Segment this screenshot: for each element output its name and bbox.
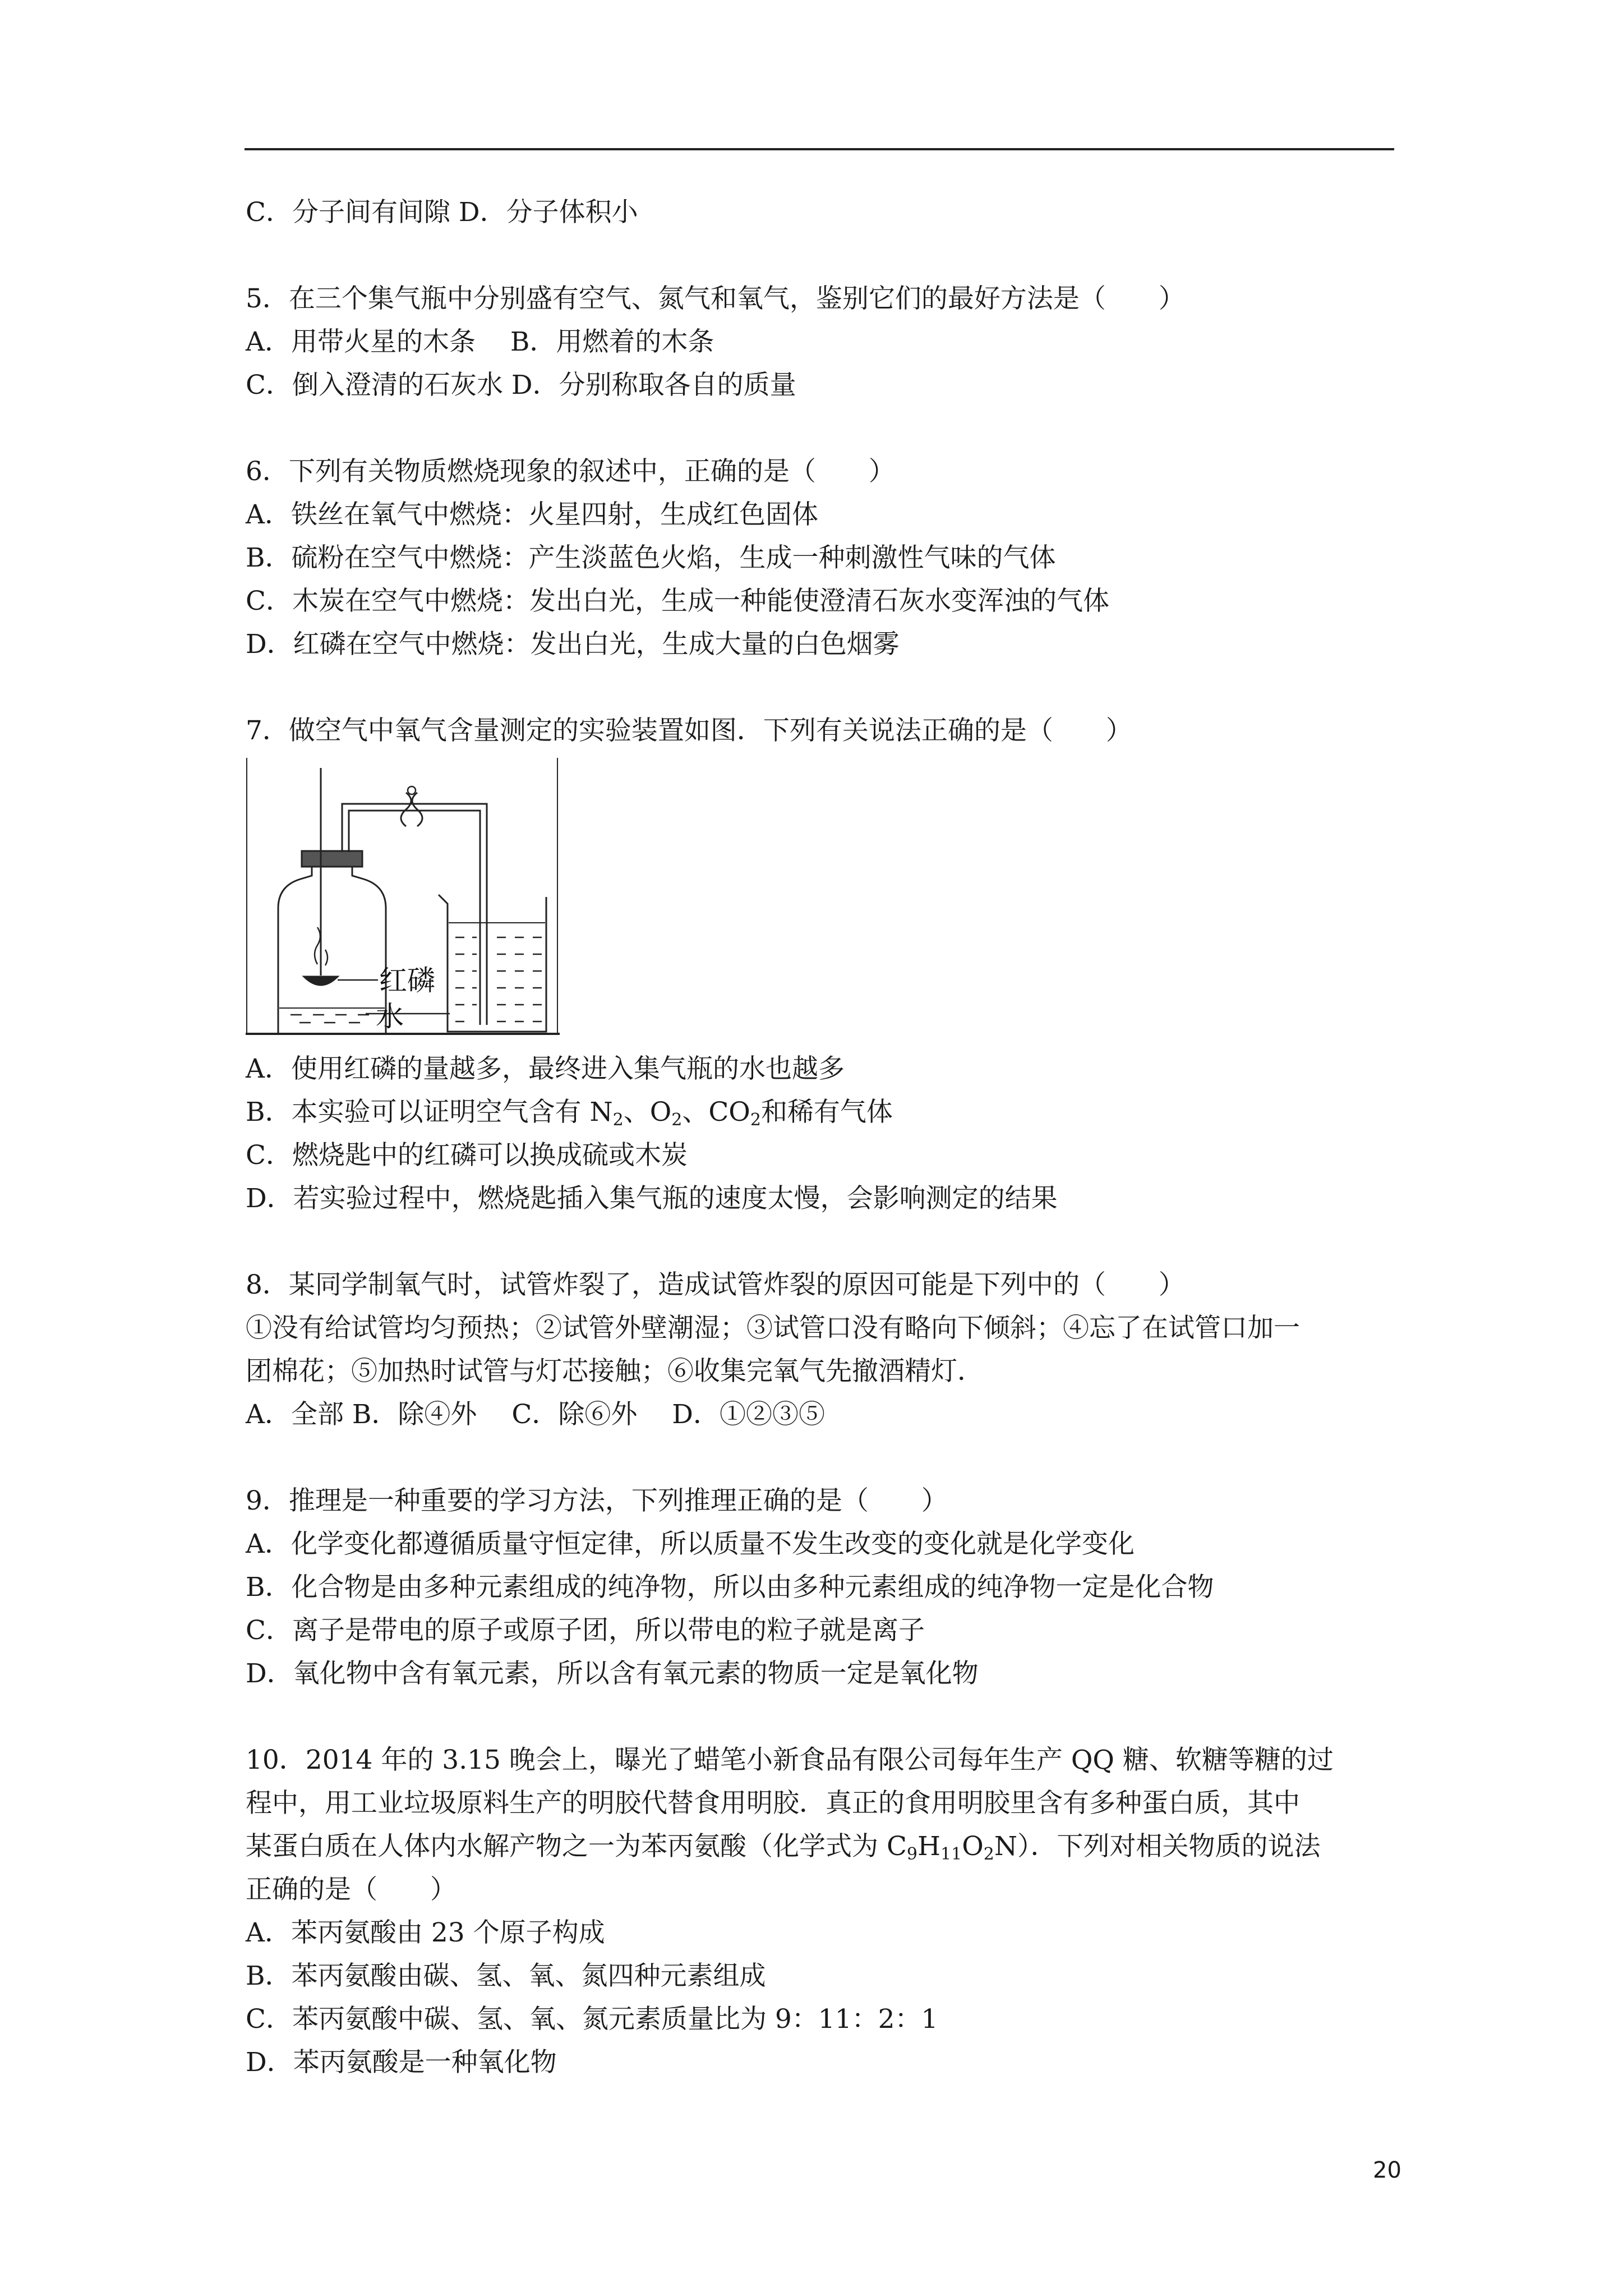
question-9 (246, 1479, 1407, 1695)
q7b-sub-3: 2 (750, 1110, 761, 1130)
q8-causes-line-1: ①没有给试管均匀预热；②试管外壁潮湿；③试管口没有略向下倾斜；④忘了在试管口加一 (246, 1313, 1300, 1343)
header-rule (245, 148, 1394, 150)
q7-option-c: C．燃烧匙中的红磷可以换成硫或木炭 (246, 1140, 688, 1171)
q9-option-b: B．化合物是由多种元素组成的纯净物，所以由多种元素组成的纯净物一定是化合物 (246, 1572, 1214, 1603)
label-red-phosphorus: 红磷 (379, 964, 435, 997)
page-content (246, 191, 1407, 2084)
question-6 (246, 450, 1407, 666)
q10-option-d: D．苯丙氨酸是一种氧化物 (246, 2047, 557, 2078)
q7-option-b (246, 1091, 1407, 1134)
q6-option-a: A．铁丝在氧气中燃烧：火星四射，生成红色固体 (246, 499, 818, 530)
oxygen-measurement-apparatus (246, 757, 560, 1037)
question-7 (246, 709, 1407, 1220)
q10-text-2: N）．下列对相关物质的说法 (994, 1831, 1321, 1862)
label-water: 水 (376, 1000, 404, 1033)
q6-option-c: C．木炭在空气中燃烧：发出白光，生成一种能使澄清石灰水变浑浊的气体 (246, 586, 1109, 616)
q6-option-d: D．红磷在空气中燃烧：发出白光，生成大量的白色烟雾 (246, 629, 900, 660)
q5-options-cd: C．倒入澄清的石灰水 D．分别称取各自的质量 (246, 370, 796, 401)
q10-sub-h: 11 (940, 1844, 962, 1864)
question-8 (246, 1263, 1407, 1436)
q10-option-a: A．苯丙氨酸由 23 个原子构成 (246, 1917, 605, 1948)
q10-sub-o: 2 (983, 1844, 994, 1864)
q7-stem: 7．做空气中氧气含量测定的实验装置如图．下列有关说法正确的是（ ） (246, 715, 1132, 746)
q7-option-a: A．使用红磷的量越多，最终进入集气瓶的水也越多 (246, 1053, 845, 1084)
q8-options: A．全部 B．除④外 C．除⑥外 D．①②③⑤ (246, 1399, 825, 1430)
q10-sub-c: 9 (906, 1844, 917, 1864)
apparatus-figure (246, 757, 560, 1037)
q7b-text-2: 、O (623, 1097, 672, 1128)
q9-option-a: A．化学变化都遵循质量守恒定律，所以质量不发生改变的变化就是化学变化 (246, 1529, 1135, 1559)
q8-stem: 8．某同学制氧气时，试管炸裂了，造成试管炸裂的原因可能是下列中的（ ） (246, 1269, 1185, 1300)
q10-stem-line-3 (246, 1825, 1407, 1868)
question-5 (246, 277, 1407, 407)
q8-causes-line-2: 团棉花；⑤加热时试管与灯芯接触；⑥收集完氧气先撤酒精灯． (246, 1356, 984, 1387)
q10-text-o: O (962, 1831, 984, 1862)
q10-stem-line-2: 程中，用工业垃圾原料生产的明胶代替食用明胶．真正的食用明胶里含有多种蛋白质，其中 (246, 1788, 1300, 1819)
q4-options-cd: C．分子间有间隙 D．分子体积小 (246, 197, 638, 228)
page-number: 20 (1373, 2157, 1401, 2183)
q7b-text-4: 和稀有气体 (760, 1097, 893, 1128)
q5-stem: 5．在三个集气瓶中分别盛有空气、氮气和氧气，鉴别它们的最好方法是（ ） (246, 283, 1185, 314)
q9-option-d: D．氧化物中含有氧元素，所以含有氧元素的物质一定是氧化物 (246, 1658, 979, 1689)
q9-option-c: C．离子是带电的原子或原子团，所以带电的粒子就是离子 (246, 1615, 925, 1646)
q10-text-1: 某蛋白质在人体内水解产物之一为苯丙氨酸（化学式为 C (246, 1831, 907, 1862)
q7b-text-3: 、CO (682, 1097, 750, 1128)
q10-option-b: B．苯丙氨酸由碳、氢、氧、氮四种元素组成 (246, 1961, 766, 1991)
q10-text-h: H (917, 1831, 940, 1862)
q7b-sub-2: 2 (671, 1110, 683, 1130)
q6-option-b: B．硫粉在空气中燃烧：产生淡蓝色火焰，生成一种刺激性气味的气体 (246, 542, 1056, 573)
q10-stem-line-4: 正确的是（ ） (246, 1874, 457, 1905)
q7b-text-1: B．本实验可以证明空气含有 N (246, 1097, 613, 1128)
q6-stem: 6．下列有关物质燃烧现象的叙述中，正确的是（ ） (246, 456, 895, 487)
q7-option-d: D．若实验过程中，燃烧匙插入集气瓶的速度太慢，会影响测定的结果 (246, 1183, 1058, 1214)
q7b-sub-1: 2 (612, 1110, 624, 1130)
q10-stem-line-1: 10．2014 年的 3.15 晚会上，曝光了蜡笔小新食品有限公司每年生产 QQ 糖、软糖等糖的过 (246, 1745, 1334, 1775)
q5-options-ab: A．用带火星的木条 B．用燃着的木条 (246, 326, 714, 357)
q9-stem: 9．推理是一种重要的学习方法，下列推理正确的是（ ） (246, 1485, 948, 1516)
q10-option-c: C．苯丙氨酸中碳、氢、氧、氮元素质量比为 9：11：2：1 (246, 2004, 938, 2035)
question-10 (246, 1738, 1407, 2084)
